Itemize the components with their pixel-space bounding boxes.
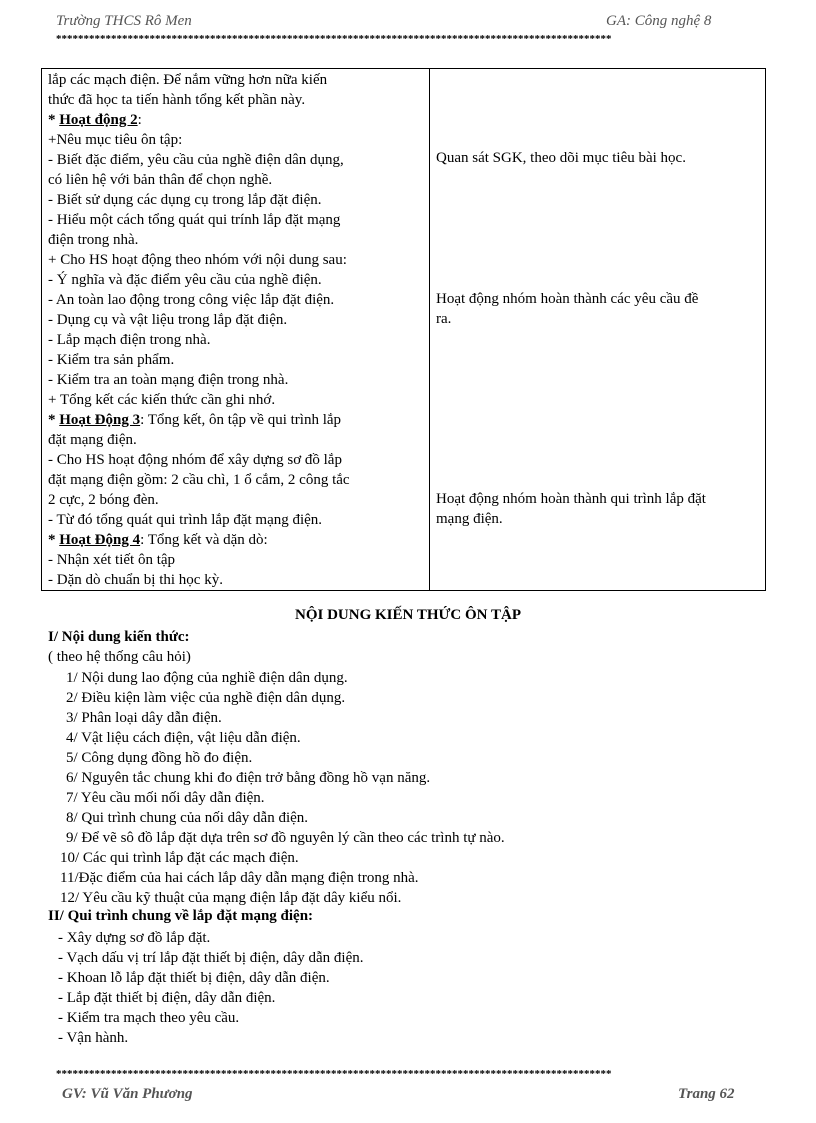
activity-2-heading: [48, 110, 423, 130]
text-line: - Kiểm tra sản phẩm.: [48, 352, 175, 368]
text-line: - Ý nghĩa và đặc điểm yêu cầu của nghề điện.: [48, 272, 322, 288]
text-line: - Dụng cụ và vật liệu trong lắp đặt điện.: [48, 312, 288, 328]
procedure-steps: [58, 928, 363, 1048]
list-item: 3/ Phân loại dây dẫn điện.: [66, 710, 222, 726]
list-item: 10/ Các qui trình lắp đặt các mạch điện.: [60, 850, 299, 866]
student-activity-3: [436, 489, 757, 529]
lesson-table: [41, 68, 766, 591]
activity-4-rest: : Tổng kết và dặn dò:: [140, 532, 268, 548]
text-line: lắp các mạch điện. Để nắm vững hơn nữa kiến: [48, 72, 328, 88]
list-item: 12/ Yêu cầu kỹ thuật của mạng điện lắp đặt dây kiểu nổi.: [60, 890, 402, 906]
list-item: - Vạch dấu vị trí lắp đặt thiết bị điện, dây dẫn điện.: [58, 950, 364, 966]
text-line: ra.: [436, 311, 452, 327]
list-item: - Kiểm tra mạch theo yêu cầu.: [58, 1010, 240, 1026]
text-line: +Nêu mục tiêu ôn tập:: [48, 132, 183, 148]
teacher-name: GV: Vũ Văn Phương: [62, 1086, 193, 1102]
list-item: 9/ Để vẽ sô đồ lắp đặt dựa trên sơ đồ nguyên lý cần theo các trình tự nào.: [66, 830, 505, 846]
text-line: thức đã học ta tiến hành tổng kết phần này.: [48, 92, 306, 108]
list-item: 4/ Vật liệu cách điện, vật liệu dẫn điện.: [66, 730, 301, 746]
text-line: có liên hệ với bản thân để chọn nghề.: [48, 172, 273, 188]
review-title: NỘI DUNG KIẾN THỨC ÔN TẬP: [295, 607, 521, 623]
page-number: Trang 62: [678, 1086, 735, 1102]
text-line: - Dặn dò chuẩn bị thi học kỳ.: [48, 572, 223, 588]
activity-3-title: Hoạt Động 3: [59, 412, 141, 428]
text-line: - Hiểu một cách tổng quát qui trính lắp đặt mạng: [48, 212, 341, 228]
text-line: + Tổng kết các kiến thức cần ghi nhớ.: [48, 392, 276, 408]
question-list-continued: [60, 848, 418, 908]
text-line: - Cho HS hoạt động nhóm để xây dựng sơ đồ lắp: [48, 452, 342, 468]
text-line: + Cho HS hoạt động theo nhóm với nội dung sau:: [48, 252, 347, 268]
text-line: - Lắp mạch điện trong nhà.: [48, 332, 211, 348]
text-line: - Từ đó tổng quát qui trình lắp đặt mạng điện.: [48, 512, 323, 528]
star: *: [48, 112, 60, 128]
activity-2-title: Hoạt động 2: [59, 112, 138, 128]
text-line: mạng điện.: [436, 511, 503, 527]
text-line: điện trong nhà.: [48, 232, 139, 248]
top-separator: *****************************************************************************************************: [56, 33, 612, 45]
list-item: - Xây dựng sơ đồ lắp đặt.: [58, 930, 211, 946]
section-2-heading: II/ Qui trình chung về lắp đặt mạng điện:: [48, 908, 314, 924]
text-line: Hoạt động nhóm hoàn thành qui trình lắp đặt: [436, 491, 706, 507]
teacher-activity-column: [42, 69, 430, 591]
text-line: - Biết đặc điểm, yêu cầu của nghề điện dân dụng,: [48, 152, 344, 168]
activity-4-title: Hoạt Động 4: [59, 532, 141, 548]
text-line: 2 cực, 2 bóng đèn.: [48, 492, 159, 508]
text-line: - Kiểm tra an toàn mạng điện trong nhà.: [48, 372, 289, 388]
text-line: - Biết sử dụng các dụng cụ trong lắp đặt điện.: [48, 192, 322, 208]
question-list: [66, 668, 505, 848]
text-line: đặt mạng điện.: [48, 432, 137, 448]
text-line: Quan sát SGK, theo dõi mục tiêu bài học.: [436, 150, 686, 166]
list-item: 5/ Công dụng đồng hồ đo điện.: [66, 750, 253, 766]
list-item: - Vận hành.: [58, 1030, 129, 1046]
star: *: [48, 412, 60, 428]
list-item: 2/ Điều kiện làm việc của nghề điện dân dụng.: [66, 690, 346, 706]
activity-2-rest: :: [137, 112, 142, 128]
list-item: 6/ Nguyên tắc chung khi đo điện trở bằng đồng hồ vạn năng.: [66, 770, 431, 786]
list-item: 1/ Nội dung lao động của nghiề điện dân dụng.: [66, 670, 348, 686]
section-1-heading: I/ Nội dung kiến thức:: [48, 629, 190, 645]
student-activity-column: [430, 69, 766, 591]
text-line: - Nhận xét tiết ôn tập: [48, 552, 176, 568]
activity-4-heading: [48, 530, 423, 550]
text-line: - An toàn lao động trong công việc lắp đặt điện.: [48, 292, 335, 308]
school-name: Trường THCS Rô Men: [56, 13, 192, 29]
subject-label: GA: Công nghệ 8: [606, 13, 712, 29]
student-activity-2: [436, 289, 757, 329]
student-activity-1: [436, 148, 757, 168]
activity-3-rest: : Tổng kết, ôn tập về qui trình lắp: [140, 412, 342, 428]
section-1-note: ( theo hệ thống câu hỏi): [48, 649, 191, 665]
list-item: 8/ Qui trình chung của nối dây dẫn điện.: [66, 810, 309, 826]
text-line: Hoạt động nhóm hoàn thành các yêu cầu đề: [436, 291, 699, 307]
list-item: - Khoan lỗ lắp đặt thiết bị điện, dây dẫn điện.: [58, 970, 330, 986]
text-line: đặt mạng điện gồm: 2 cầu chì, 1 ổ cắm, 2 công tắc: [48, 472, 350, 488]
list-item: 7/ Yêu cầu mối nối dây dẫn điện.: [66, 790, 265, 806]
list-item: 11/Đặc điểm của hai cách lắp dây dẫn mạng điện trong nhà.: [60, 870, 419, 886]
bottom-separator: *****************************************************************************************************: [56, 1068, 612, 1080]
list-item: - Lắp đặt thiết bị điện, dây dẫn điện.: [58, 990, 276, 1006]
star: *: [48, 532, 60, 548]
activity-3-heading: [48, 410, 423, 430]
